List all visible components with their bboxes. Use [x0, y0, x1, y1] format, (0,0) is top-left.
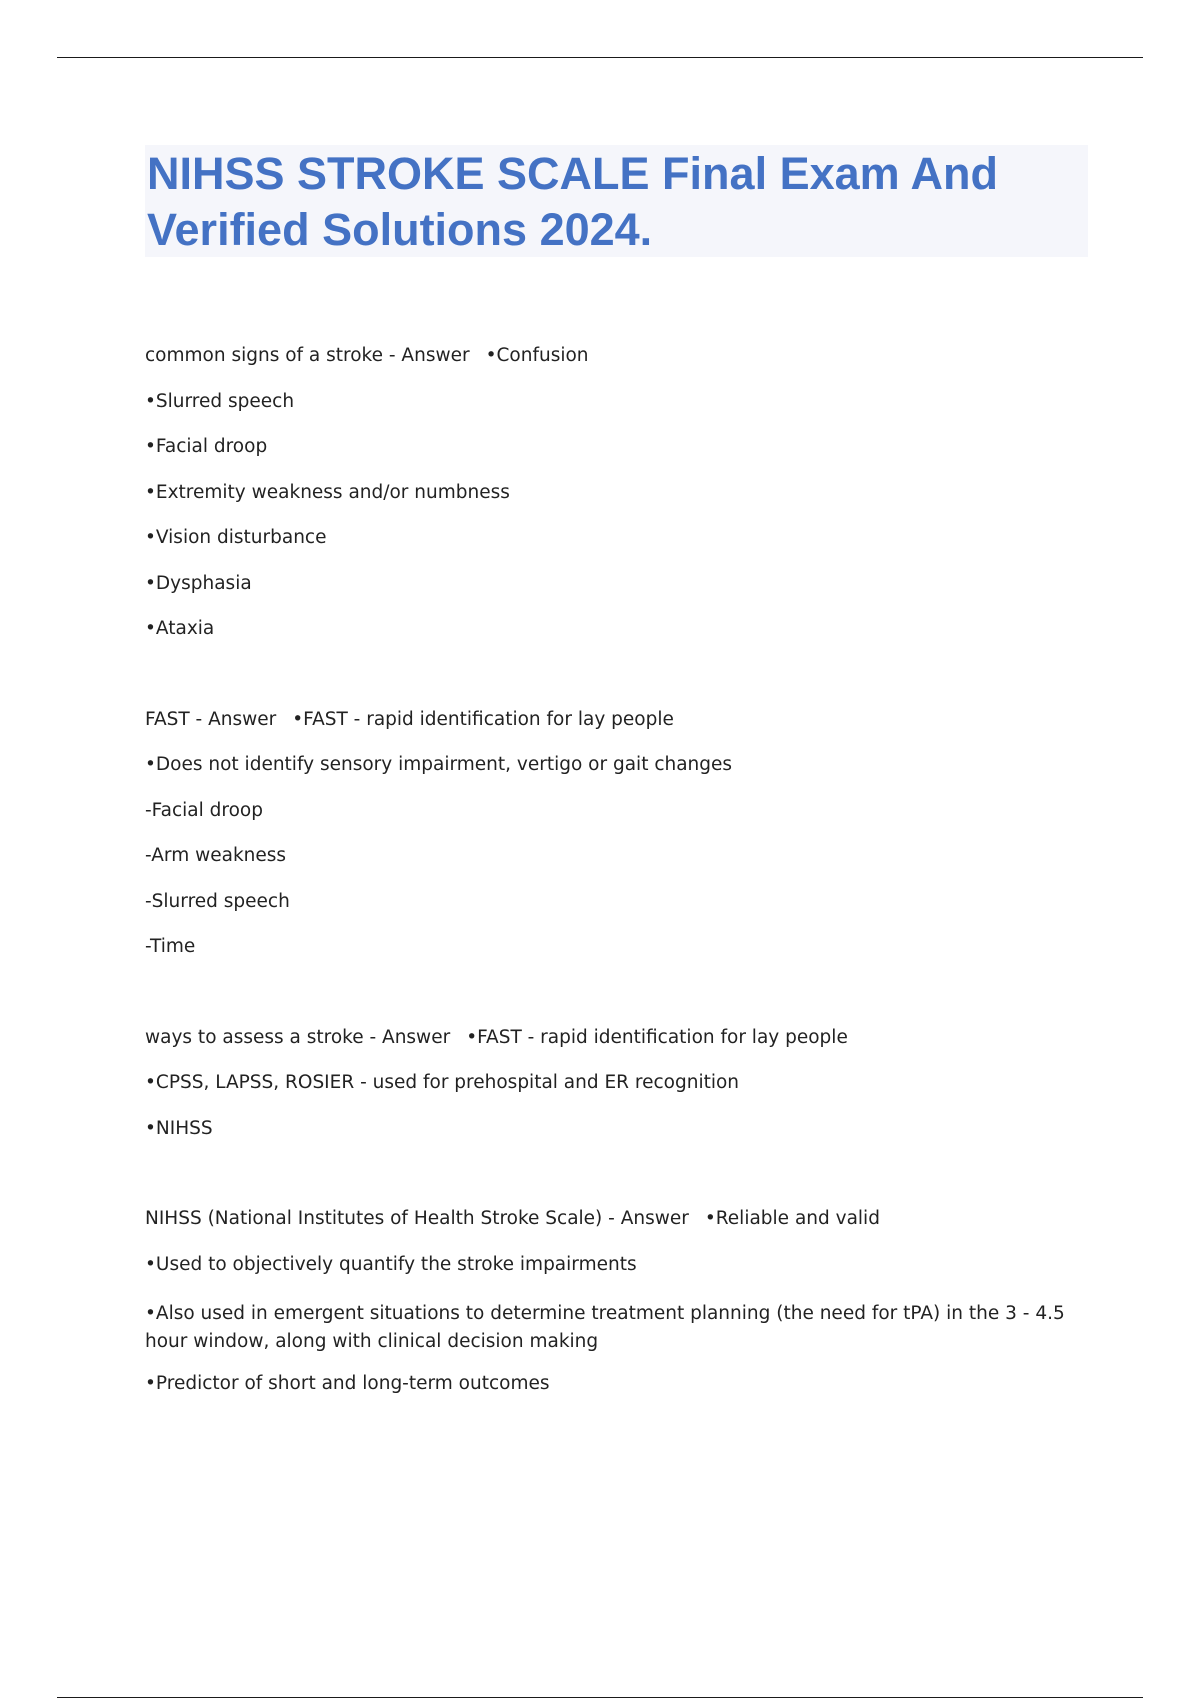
- answer-text: •Confusion: [485, 345, 589, 366]
- answer-line: •Vision disturbance: [145, 527, 327, 548]
- answer-text: •Reliable and valid: [704, 1208, 880, 1229]
- section-gap: [145, 983, 1090, 1028]
- question-text: NIHSS (National Institutes of Health Stroke Scale) - Answer: [145, 1208, 689, 1229]
- answer-line: •Used to objectively quantify the stroke impairments: [145, 1253, 637, 1275]
- qa-question-line: [145, 346, 1090, 366]
- answer-line: •Also used in emergent situations to determine treatment planning (the need for tPA) in the 3 - 4.5 hour window, along with clinical decision making: [145, 1303, 1065, 1352]
- answer-line: •Ataxia: [145, 618, 215, 639]
- answer-line: •Dysphasia: [145, 572, 252, 594]
- question-text: ways to assess a stroke - Answer: [145, 1026, 451, 1048]
- answer-line: -Facial droop: [145, 799, 263, 821]
- answer-line: •CPSS, LAPSS, ROSIER - used for prehospital and ER recognition: [145, 1072, 740, 1093]
- section-gap: [145, 1164, 1090, 1209]
- top-rule: [57, 57, 1143, 58]
- answer-line: -Time: [145, 936, 196, 957]
- answer-line: -Arm weakness: [145, 845, 287, 866]
- answer-line: •NIHSS: [145, 1117, 213, 1139]
- qa-question-line: [145, 1209, 1090, 1229]
- answer-line: •Extremity weakness and/or numbness: [145, 481, 510, 503]
- bottom-rule: [57, 1697, 1143, 1698]
- question-text: FAST - Answer: [145, 708, 277, 730]
- answer-line: -Slurred speech: [145, 890, 290, 912]
- question-text: common signs of a stroke - Answer: [145, 345, 470, 366]
- section-gap: [145, 665, 1090, 710]
- answer-text: •FAST - rapid identification for lay people: [466, 1026, 848, 1048]
- page-title: NIHSS STROKE SCALE Final Exam And Verified Solutions 2024.: [147, 148, 998, 255]
- answer-line: •Predictor of short and long-term outcomes: [145, 1373, 550, 1394]
- qa-question-line: [145, 710, 1090, 730]
- answer-line: •Facial droop: [145, 436, 268, 457]
- document-body: [145, 346, 1090, 1420]
- qa-question-line: [145, 1028, 1090, 1048]
- answer-line: •Does not identify sensory impairment, vertigo or gait changes: [145, 754, 733, 775]
- answer-line: •Slurred speech: [145, 390, 295, 412]
- answer-text: •FAST - rapid identification for lay people: [292, 708, 674, 730]
